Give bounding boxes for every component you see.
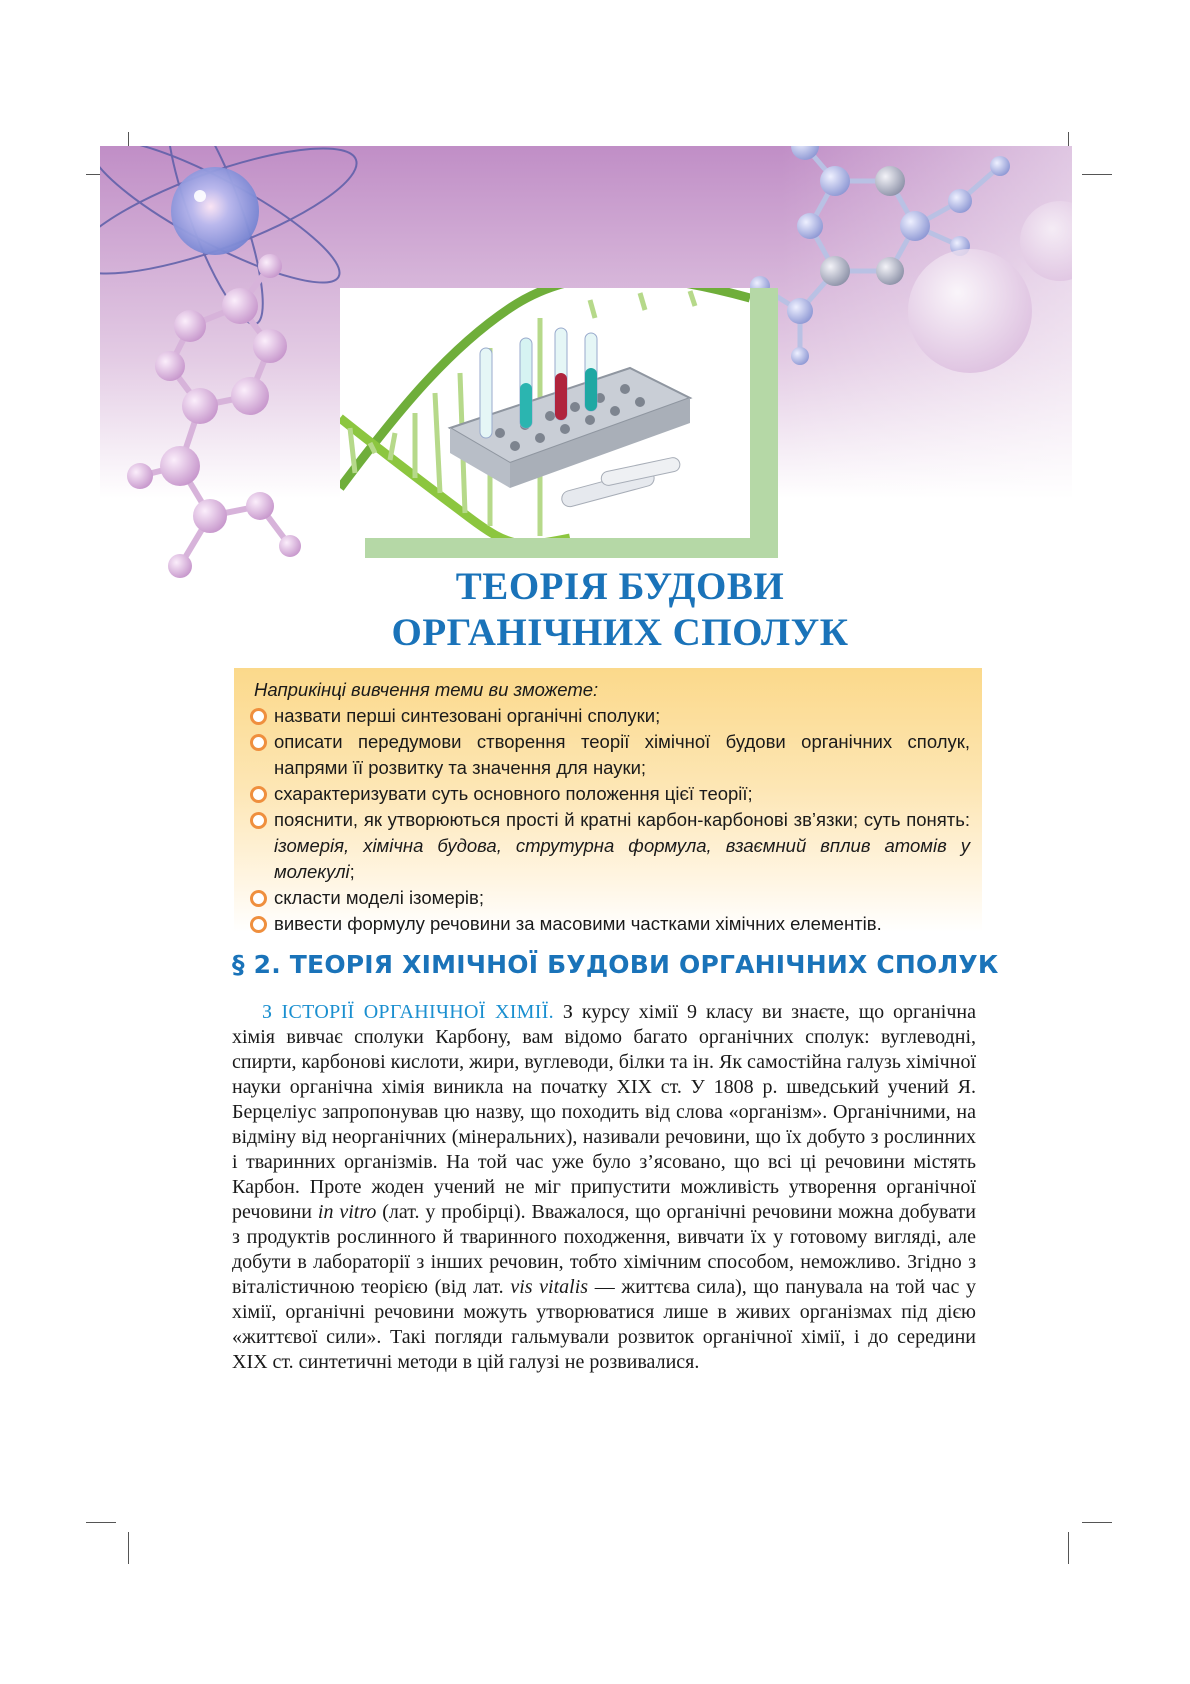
latin-term: vis vitalis bbox=[510, 1276, 589, 1298]
paragraph-lead-in: З ІСТОРІЇ ОРГАНІЧНОЇ ХІМІЇ. bbox=[262, 1001, 554, 1023]
objective-terms: ізомерія, хімічна будова, струтурна формула, взаємний вплив атомів у молекулі bbox=[274, 835, 970, 882]
objective-item: назвати перші синтезовані органічні сполуки; bbox=[244, 703, 982, 729]
section-title: § 2. ТЕОРІЯ ХІМІЧНОЇ БУДОВИ ОРГАНІЧНИХ СПОЛУК bbox=[232, 950, 999, 979]
crop-mark bbox=[1082, 174, 1112, 175]
objectives-lead: Наприкінці вивчення теми ви зможете: bbox=[254, 679, 599, 700]
orange-bullet-icon bbox=[250, 786, 267, 803]
objective-item: вивести формулу речовини за масовими частками хімічних елементів. bbox=[244, 911, 982, 937]
objective-item: пояснити, як утворюються прості й кратні карбон-карбонові зв’язки; суть понять: ізомерія, хімічна будова, струтурна формула, взаємний вплив атомів у молекулі; bbox=[244, 807, 982, 885]
objective-item: скласти моделі ізомерів; bbox=[244, 885, 982, 911]
chapter-title-line1: ТЕОРІЯ БУДОВИ bbox=[455, 565, 785, 608]
objectives-list bbox=[244, 703, 982, 937]
crop-mark bbox=[128, 1532, 129, 1564]
orange-bullet-icon bbox=[250, 916, 267, 933]
orange-bullet-icon bbox=[250, 890, 267, 907]
dna-helix-illustration bbox=[340, 288, 750, 538]
orange-bullet-icon bbox=[250, 812, 267, 829]
objective-item: схарактеризувати суть основного положення цієї теорії; bbox=[244, 781, 982, 807]
body-paragraph: З ІСТОРІЇ ОРГАНІЧНОЇ ХІМІЇ. З курсу хімії 9 класу ви знаєте, що органічна хімія вивчає сполуки Карбону, вам відомо багато органічних сполук: вуглеводні, спирти, карбонові кислоти, жири, вуглеводи, білки та ін. Як самостійна галузь хімічної науки органічна хімія виникла на початку XIX ст. У 1808 р. шведський учений Я. Берцеліус запропонував цю назву, що походить від слова «організм». Органічними, на відміну від неорганічних (мінеральних), називали речовини, що їх добуто з рослинних і тваринних організмів. На той час уже було з’ясовано, що всі ці речовини містять Карбон. Проте жоден учений не міг припустити можливість утворення органічної речовини in vitro (лат. у пробірці). Вважалося, що органічні речовини можна добувати з продуктів рослинного й тваринного походження, вивчати їх у готовому вигляді, але добути в лабораторії з інших речовин, тобто хімічним способом, неможливо. Згідно з віталістичною теорією (від лат. vis vitalis — життєва сила), що панувала на той час у хімії, органічні речовини можуть утворюватися лише в живих організмах під дією «життєвої сили». Такі погляди гальмували розвиток органічної хімії, і до середини XIX ст. синтетичні методи в цій галузі не розвивалися. bbox=[232, 1001, 976, 1373]
orange-bullet-icon bbox=[250, 734, 267, 751]
crop-mark bbox=[1068, 1532, 1069, 1564]
chapter-title bbox=[250, 564, 990, 656]
objective-item: описати передумови створення теорії хімічної будови органічних сполук, напрями її розвитку та значення для науки; bbox=[244, 729, 982, 781]
crop-mark bbox=[86, 1522, 116, 1523]
orange-bullet-icon bbox=[250, 708, 267, 725]
latin-term: in vitro bbox=[317, 1201, 377, 1223]
crop-mark bbox=[1082, 1522, 1112, 1523]
learning-objectives-box bbox=[234, 668, 982, 932]
chapter-title-line2: ОРГАНІЧНИХ СПОЛУК bbox=[391, 611, 849, 654]
dna-test-tubes-photo bbox=[340, 288, 750, 538]
